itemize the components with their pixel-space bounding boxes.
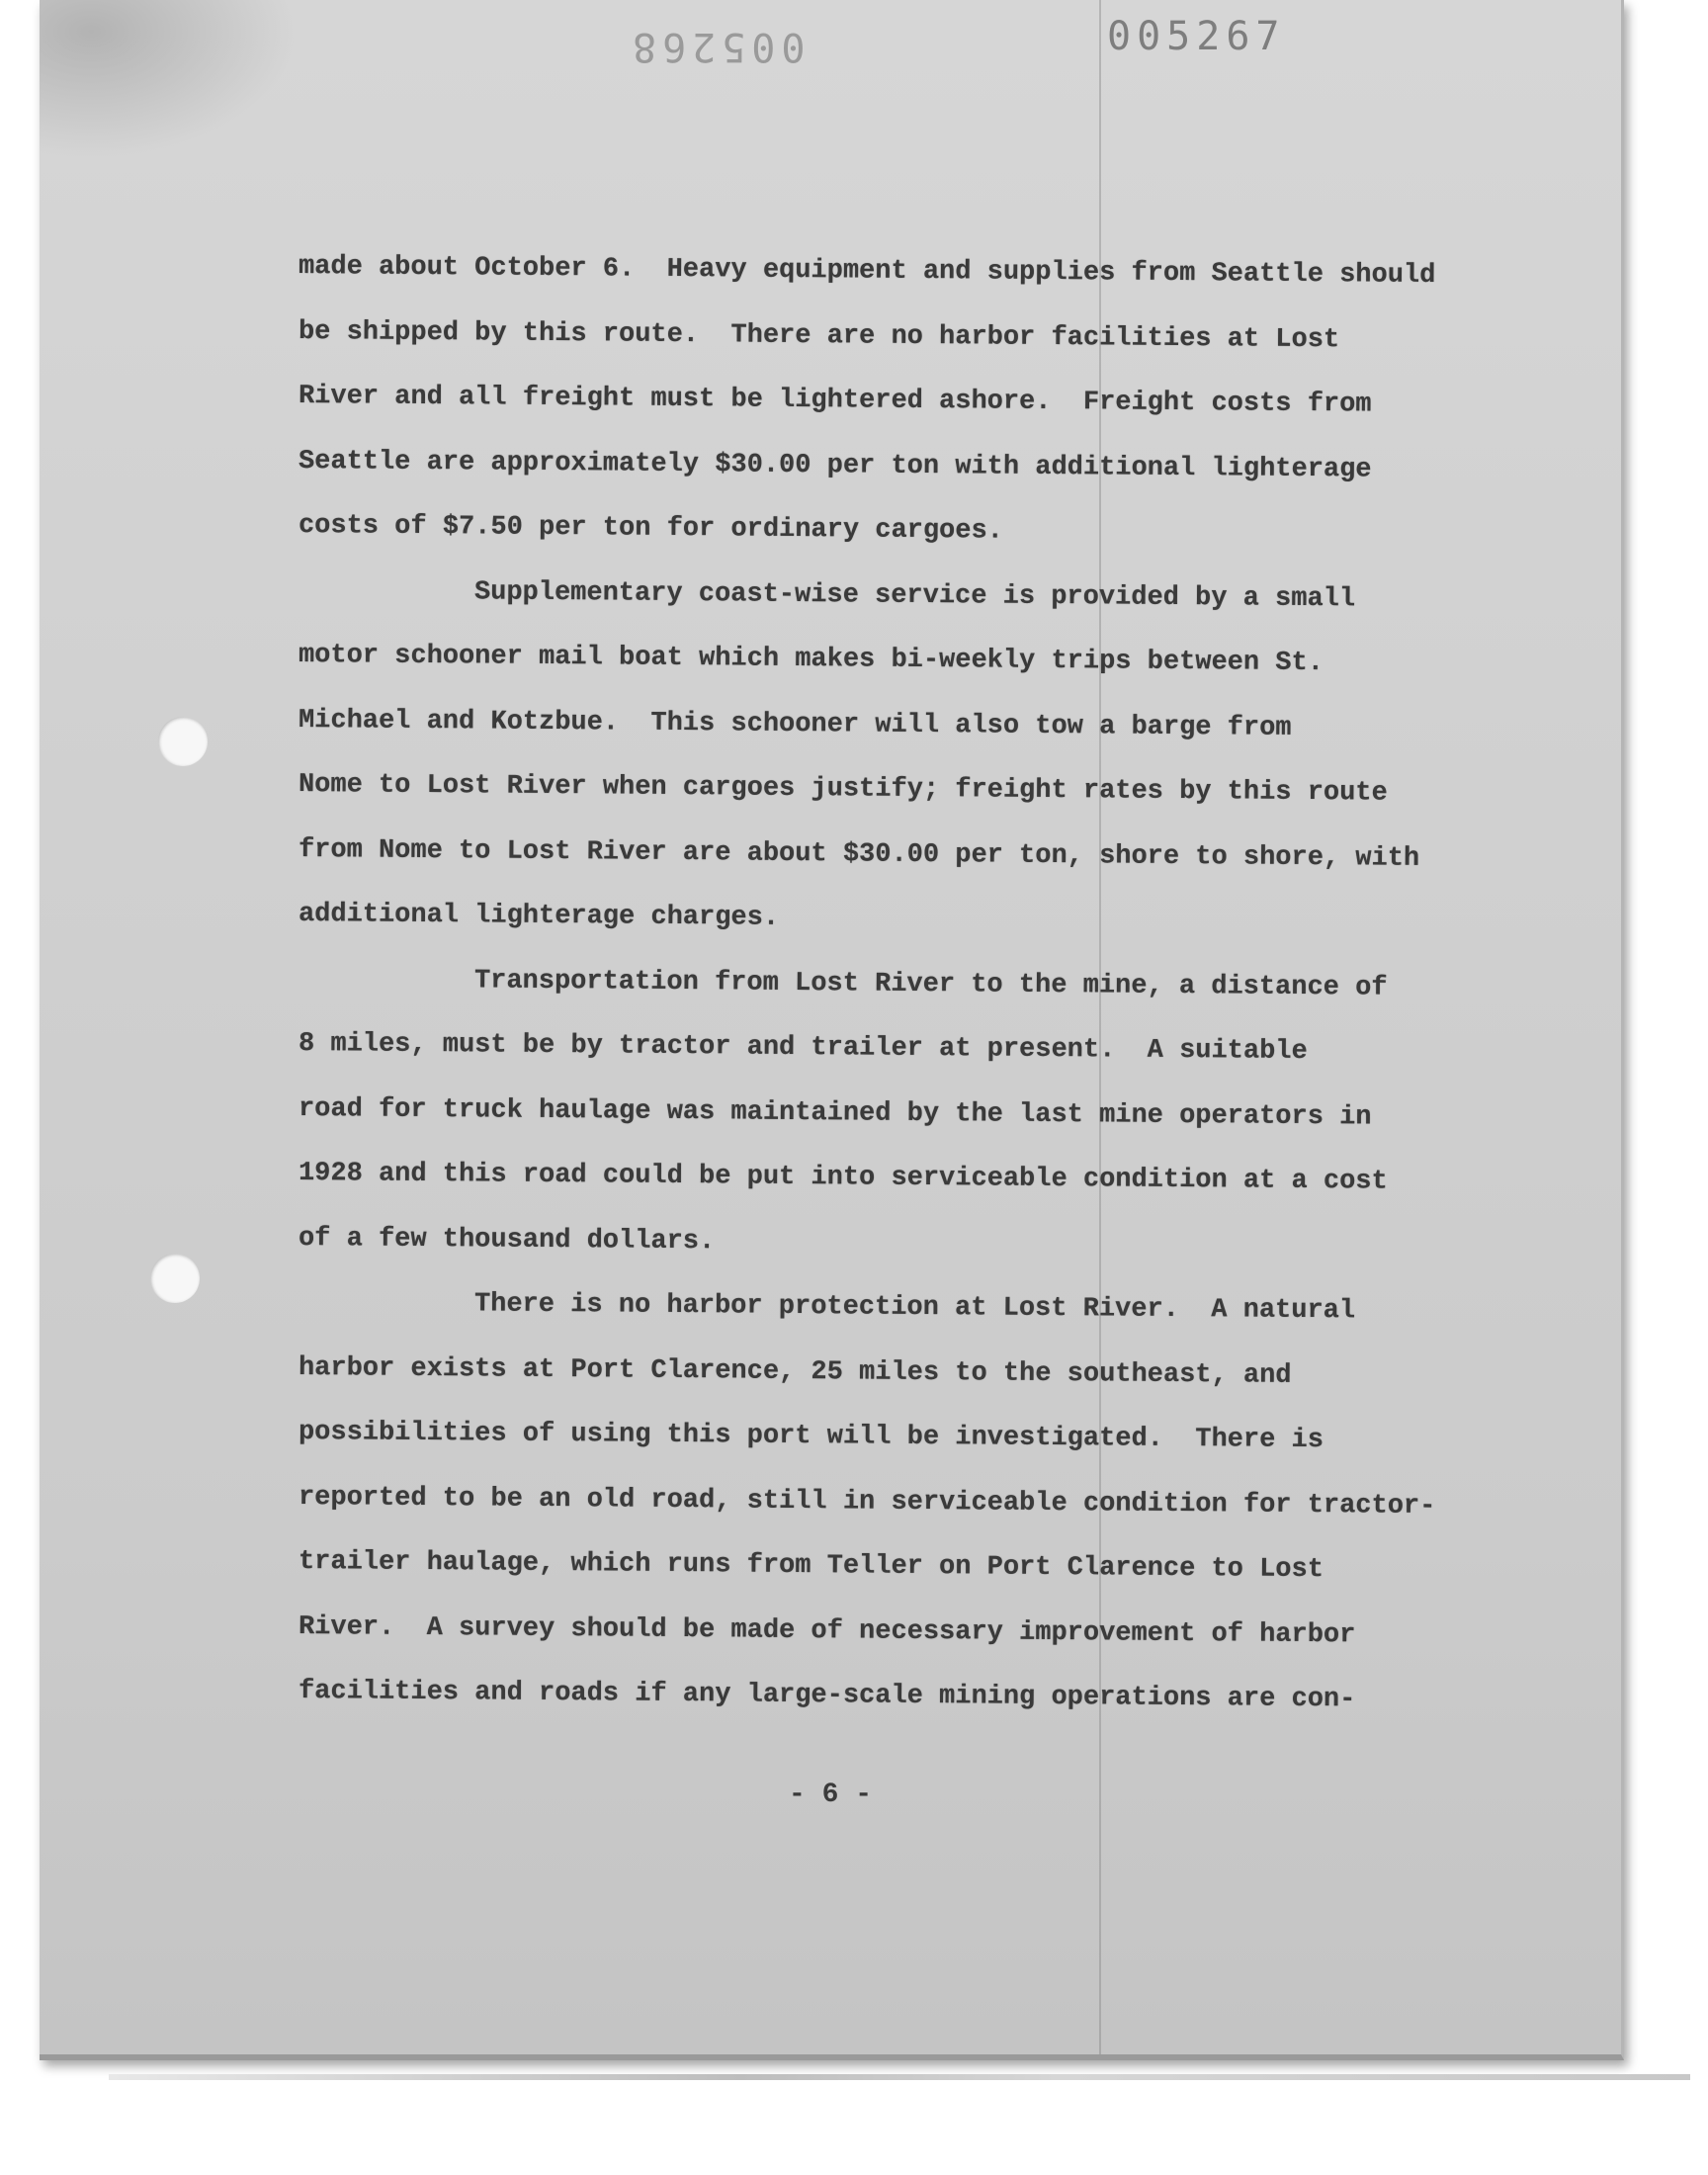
text-line: of a few thousand dollars. — [298, 1223, 716, 1257]
paragraph-3 — [299, 948, 1494, 1272]
text-line: 8 miles, must be by tractor and trailer at present. A suitable — [298, 1029, 1308, 1068]
punch-hole-bottom — [150, 1254, 200, 1303]
text-line: River and all freight must be lightered ashore. Freight costs from — [298, 382, 1372, 420]
text-line: from Nome to Lost River are about $30.00 per ton, shore to shore, with — [298, 834, 1420, 874]
text-line: facilities and roads if any large-scale mining operations are con- — [298, 1677, 1356, 1715]
text-line: River. A survey should be made of necessary improvement of harbor — [298, 1611, 1356, 1650]
paragraph-2 — [299, 560, 1494, 948]
archive-stamp-number: 005267 — [1107, 14, 1286, 59]
text-line: motor schooner mail boat which makes bi-weekly trips between St. — [298, 641, 1324, 679]
paragraph-1 — [299, 235, 1494, 560]
text-line: Nome to Lost River when cargoes justify; freight rates by this route — [298, 770, 1388, 809]
text-line: Transportation from Lost River to the mine, a distance of — [473, 965, 1388, 1003]
page-number: - 6 - — [788, 1780, 872, 1810]
document-page — [40, 0, 1624, 2060]
text-line: made about October 6. Heavy equipment and supplies from Seattle should — [298, 252, 1436, 292]
text-line: additional lighterage charges. — [298, 900, 780, 933]
text-line: Michael and Kotzbue. This schooner will also tow a barge from — [298, 705, 1292, 743]
text-line: possibilities of using this port will be investigated. There is — [298, 1418, 1324, 1456]
text-line: There is no harbor protection at Lost River. A natural — [473, 1289, 1356, 1327]
corner-shadow — [40, 0, 297, 158]
punch-hole-top — [158, 717, 208, 766]
text-line: harbor exists at Port Clarence, 25 miles to the southeast, and — [298, 1352, 1292, 1391]
paragraph-4 — [299, 1271, 1494, 1725]
scanner-edge-strip — [109, 2074, 1690, 2080]
text-line: reported to be an old road, still in serviceable condition for tractor- — [298, 1482, 1436, 1522]
text-line: costs of $7.50 per ton for ordinary cargoes. — [298, 511, 1004, 547]
text-line: trailer haulage, which runs from Teller on Port Clarence to Lost — [298, 1547, 1324, 1586]
typed-body-text — [299, 235, 1494, 1725]
text-line: Seattle are approximately $30.00 per ton with additional lighterage — [298, 446, 1372, 485]
text-line: Supplementary coast-wise service is provided by a small — [473, 576, 1356, 614]
archive-stamp-inverted: 005268 — [627, 24, 806, 69]
text-line: 1928 and this road could be put into serviceable condition at a cost — [298, 1159, 1388, 1197]
text-line: road for truck haulage was maintained by the last mine operators in — [298, 1093, 1372, 1133]
text-line: be shipped by this route. There are no harbor facilities at Lost — [298, 316, 1340, 355]
